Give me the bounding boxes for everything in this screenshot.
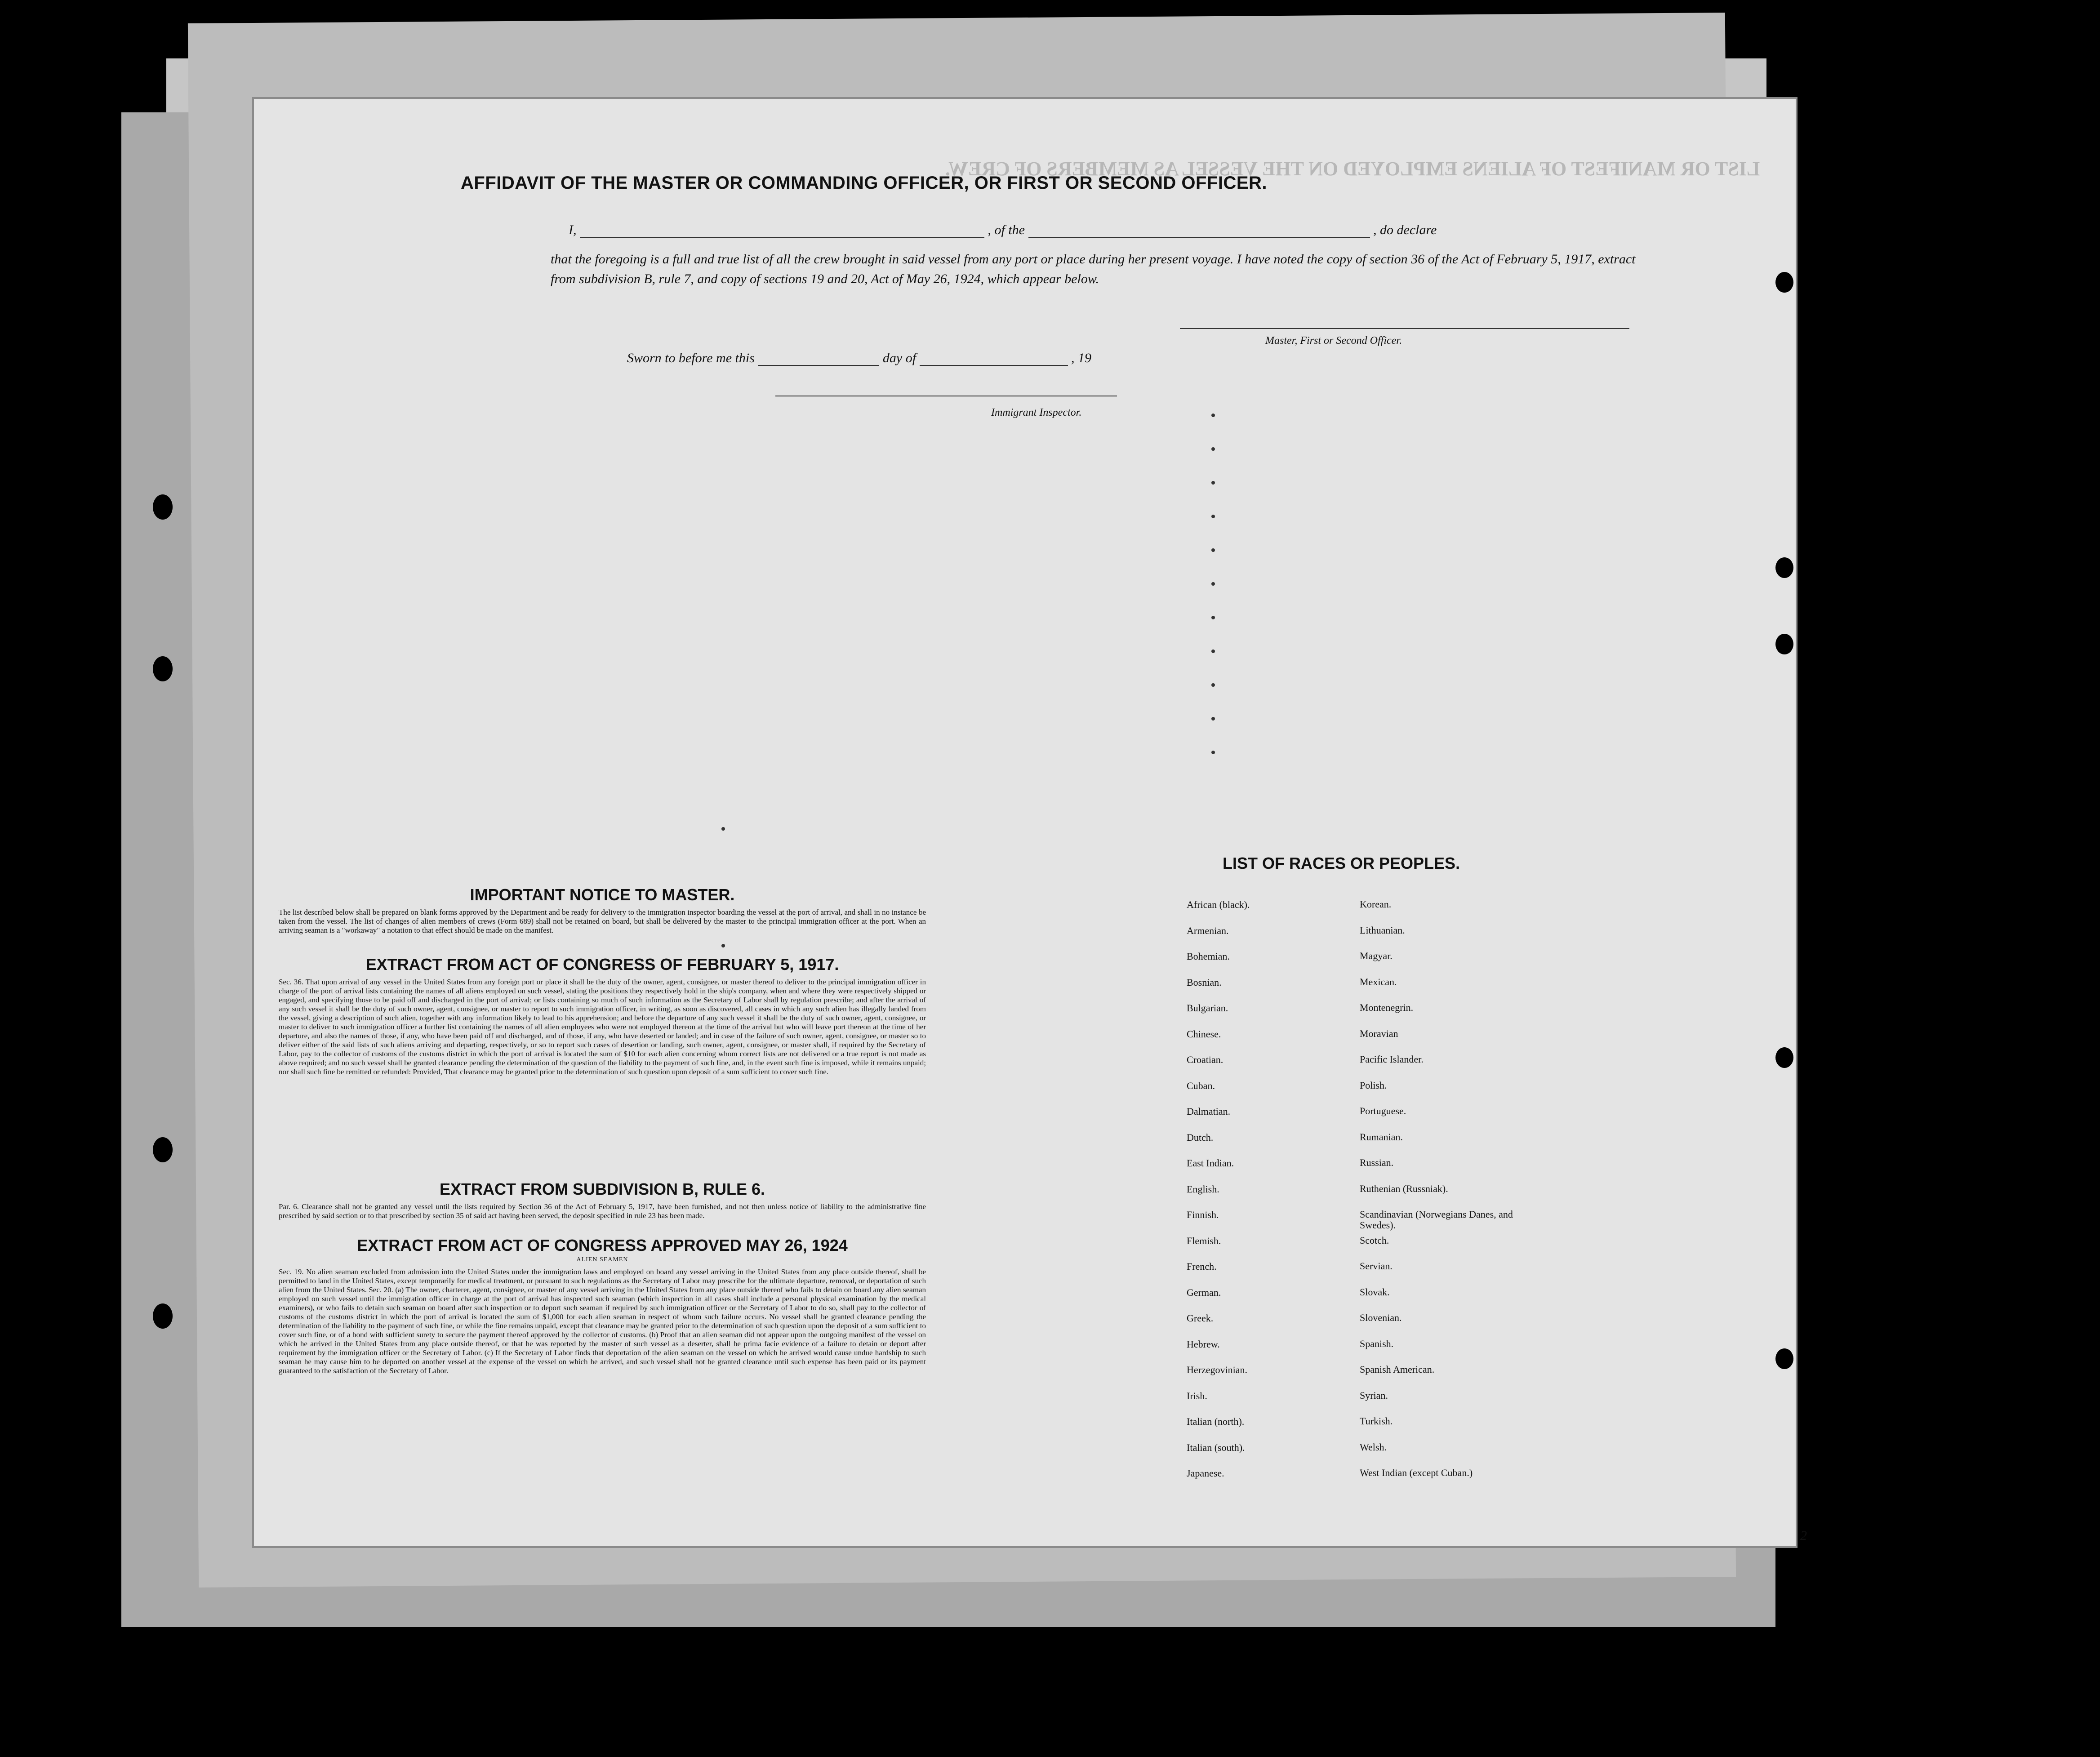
race-item: Bulgarian. [1187, 1002, 1228, 1014]
master-signature-label: Master, First or Second Officer. [1265, 335, 1402, 347]
row-dot [1211, 717, 1215, 721]
affidavit-title: AFFIDAVIT OF THE MASTER OR COMMANDING OFFICER, OR FIRST OR SECOND OFFICER. [461, 173, 1267, 193]
race-item: Irish. [1187, 1390, 1207, 1401]
extract3-text: Sec. 19. No alien seaman excluded from admission into the United States under the immigration laws and employed on board any vessel arriving in the United States from any place outside thereof, shall be permitted to land in the United States, except temporarily for medical treatment, or pursuant to such regulations as the Secretary of Labor may prescribe for the ultimate departure, removal, or deportation of such alien from the United States. Sec. 20. (a) The owner, charterer, agent, consignee, or master of any vessel arriving in the United States from any place outside thereof who fails to detain on board any alien seaman employed on such vessel until the immigration officer in charge at the port of arrival has inspected such seaman (which inspection in all cases shall include a personal physical examination by the medical examiners), or who fails to detain such seaman on board after such inspection or to deport such seaman if required by such immigration officer or the Secretary of Labor to do so, shall pay to the collector of customs of the customs district in which the port of arrival is located the sum of $1,000 for each alien seaman in respect of whom such failure occurs. No vessel shall be granted clearance pending the determination of the liability to the payment of such fine, or while the fine remains unpaid, except that clearance may be granted prior to the determination of such question upon the deposit of a sum sufficient to cover such fine, or of a bond with sufficient surety to secure the payment thereof approved by the collector of customs. (b) Proof that an alien seaman did not appear upon the outgoing manifest of the vessel on which he arrived in the United States from any place outside thereof, or that he was reported by the master of such vessel as a deserter, shall be prima facie evidence of a failure to detain or deport after requirement by the immigration officer or the Secretary of Labor. (c) If the Secretary of Labor finds that deportation of the alien seaman on the vessel on which he arrived would cause undue hardship to such seaman he may cause him to be deported on another vessel at the expense of the vessel on which he arrived, and such vessel shall not be granted clearance until such expense has been paid or its payment guaranteed to the satisfaction of the Secretary of Labor. [279, 1268, 926, 1375]
race-item: Japanese. [1187, 1468, 1224, 1479]
sworn-day-blank [758, 365, 879, 366]
race-item: Turkish. [1360, 1415, 1393, 1427]
name-blank [580, 237, 984, 238]
sworn-label: Sworn to before me this [627, 351, 755, 365]
race-item: Italian (north). [1187, 1416, 1245, 1427]
binder-hole [153, 1303, 173, 1329]
race-item: Russian. [1360, 1157, 1394, 1168]
row-dot [1211, 683, 1215, 687]
notice-text: The list described below shall be prepared on blank forms approved by the Department and be ready for delivery to the immigration inspector boarding the vessel at the port of arrival, and shall in no instance be taken from the vessel. The list of changes of alien members of crews (Form 689) shall not be retained on board, but shall be delivered by the master to the principal immigration officer at the port. When an arriving seaman is a "workaway" a notation to that effect should be made on the manifest. [279, 908, 926, 934]
race-item: Bohemian. [1187, 951, 1230, 962]
row-dot [721, 827, 725, 831]
row-dot [1211, 616, 1215, 619]
race-item: Cuban. [1187, 1080, 1215, 1091]
day-of-label: day of [882, 351, 917, 365]
year-label: , 19 [1071, 351, 1092, 365]
race-item: Scotch. [1360, 1234, 1389, 1246]
race-item: English. [1187, 1183, 1219, 1195]
race-item: Finnish. [1187, 1209, 1219, 1220]
sworn-line [627, 351, 1091, 366]
race-item: Scandinavian (Norwegians Danes, and Swedes). [1360, 1209, 1513, 1231]
race-item: German. [1187, 1286, 1221, 1298]
race-item: Slovenian. [1360, 1312, 1402, 1323]
race-item: Greek. [1187, 1312, 1214, 1324]
punch-hole [1775, 557, 1793, 578]
page-number: 2 [1800, 1528, 1807, 1543]
race-item: Hebrew. [1187, 1338, 1220, 1350]
punch-hole [1775, 1348, 1793, 1369]
affidavit-declaration-line [569, 222, 1638, 238]
extract2-title: EXTRACT FROM SUBDIVISION B, RULE 6. [439, 1180, 765, 1198]
row-dot [1211, 447, 1215, 451]
race-item: Dutch. [1187, 1131, 1214, 1143]
race-item: Italian (south). [1187, 1441, 1245, 1453]
signature-line [1180, 328, 1629, 329]
race-item: East Indian. [1187, 1157, 1234, 1169]
race-item: Bosnian. [1187, 976, 1222, 988]
row-dot [721, 944, 725, 947]
binder-hole [153, 656, 173, 681]
race-item: Herzegovinian. [1187, 1364, 1247, 1375]
race-item: Slovak. [1360, 1286, 1390, 1298]
race-item: Armenian. [1187, 925, 1229, 936]
i-label: I, [569, 222, 577, 237]
do-declare-label: , do declare [1373, 222, 1437, 237]
race-item: Korean. [1360, 899, 1392, 910]
race-item: Servian. [1360, 1260, 1393, 1272]
row-dot [1211, 751, 1215, 754]
punch-hole [1775, 272, 1793, 293]
race-item: Syrian. [1360, 1389, 1388, 1401]
extract3-subtitle: ALIEN SEAMEN [576, 1256, 628, 1263]
extract2-text: Par. 6. Clearance shall not be granted any vessel until the lists required by Section 36 of the Act of February 5, 1917, have been furnished, and not then unless notice of liability to the administrative fine prescribed by said section or to that prescribed by section 35 of said act having been served, the deposit specified in rule 23 has been made. [279, 1202, 926, 1220]
race-item: French. [1187, 1261, 1217, 1272]
row-dot [1211, 414, 1215, 417]
race-item: Montenegrin. [1360, 1002, 1414, 1013]
affidavit-body: that the foregoing is a full and true list of all the crew brought in said vessel from any port or place during her present voyage. I have noted the copy of section 36 of the Act of February 5, 1917, extract from subdivision B, rule 7, and copy of sections 19 and 20, Act of May 26, 1924, which appear below. [551, 252, 1636, 286]
ghost-header: LIST OR MANIFEST OF ALIENS EMPLOYED ON THE VESSEL AS MEMBERS OF CREW. [945, 158, 1760, 180]
race-item: Chinese. [1187, 1028, 1221, 1040]
row-dot [1211, 582, 1215, 586]
race-item: Portuguese. [1360, 1105, 1406, 1116]
race-item: Moravian [1360, 1028, 1398, 1039]
race-item: Polish. [1360, 1079, 1387, 1091]
row-dot [1211, 548, 1215, 552]
race-item: Lithuanian. [1360, 924, 1405, 936]
races-title: LIST OF RACES OR PEOPLES. [1223, 854, 1460, 872]
race-item: Dalmatian. [1187, 1106, 1231, 1117]
binder-hole [153, 494, 173, 520]
vessel-blank [1028, 237, 1370, 238]
race-item: West Indian (except Cuban.) [1360, 1467, 1473, 1478]
extract1-title: EXTRACT FROM ACT OF CONGRESS OF FEBRUARY 5, 1917. [365, 955, 839, 974]
notice-title: IMPORTANT NOTICE TO MASTER. [470, 885, 735, 904]
extract1-text: Sec. 36. That upon arrival of any vessel in the United States from any foreign port or place it shall be the duty of the owner, agent, consignee, or master thereof to deliver to the principal immigration officer in charge of the port of arrival lists containing the names of all aliens employed on such vessel, stating the positions they respectively hold in the ship's company, when and where they were respectively shipped or engaged, and specifying those to be paid off and discharged in the port of arrival; or lists containing so much of such information as the Secretary of Labor shall by regulation prescribe; and after the arrival of any such vessel it shall be the duty of such owner, agent, consignee, or master to report to such immigration officer, in writing, as soon as discovered, all cases in which any such alien has illegally landed from the vessel, giving a description of such alien, together with any information likely to lead to his apprehension; and before the departure of any such vessel it shall be the duty of such owner, agent, consignee, or master to deliver to such immigration officer a further list containing the names of all alien employees who were not employed thereon at the time of the arrival but who will leave port thereon at the time of her departure, and also the names of those, if any, who have been paid off and discharged, and of those, if any, who have deserted or landed; and in case of the failure of such owner, agent, consignee, or master so to deliver either of the said lists of such aliens arriving and departing, respectively, or so to report such cases of desertion or landing, such owner, agent, consignee, or master shall, if required by the Secretary of Labor, pay to the collector of customs of the customs district in which the port of arrival is located the sum of $10 for each alien concerning whom correct lists are not delivered or a true report is not made as above required; and no such vessel shall be granted clearance pending the determination of the question of the liability to the payment of such fine, and, in the event such fine is imposed, while it remains unpaid; nor shall such fine be remitted or refunded: Provided, That clearance may be granted prior to the determination of such question upon deposit of a sum sufficient to cover such fine. [279, 978, 926, 1076]
race-item: Rumanian. [1360, 1131, 1403, 1143]
race-item: Ruthenian (Russniak). [1360, 1183, 1448, 1194]
binder-hole [153, 1137, 173, 1162]
row-dot [1211, 481, 1215, 485]
race-item: Spanish. [1360, 1338, 1394, 1349]
race-item: Flemish. [1187, 1235, 1221, 1246]
race-item: Croatian. [1187, 1054, 1224, 1065]
inspector-label: Immigrant Inspector. [991, 407, 1082, 418]
row-dot [1211, 649, 1215, 653]
race-item: Pacific Islander. [1360, 1054, 1424, 1065]
race-item: African (black). [1187, 899, 1250, 910]
race-item: Mexican. [1360, 976, 1397, 987]
manifest-page [254, 99, 1807, 1546]
race-item: Magyar. [1360, 950, 1393, 961]
punch-hole [1775, 1047, 1793, 1068]
extract3-title: EXTRACT FROM ACT OF CONGRESS APPROVED MAY 26, 1924 [357, 1236, 848, 1254]
row-dot [1211, 515, 1215, 518]
punch-hole [1775, 634, 1793, 654]
of-the-label: , of the [988, 222, 1025, 237]
race-item: Spanish American. [1360, 1364, 1435, 1375]
sworn-month-blank [920, 365, 1068, 366]
race-item: Welsh. [1360, 1441, 1387, 1453]
